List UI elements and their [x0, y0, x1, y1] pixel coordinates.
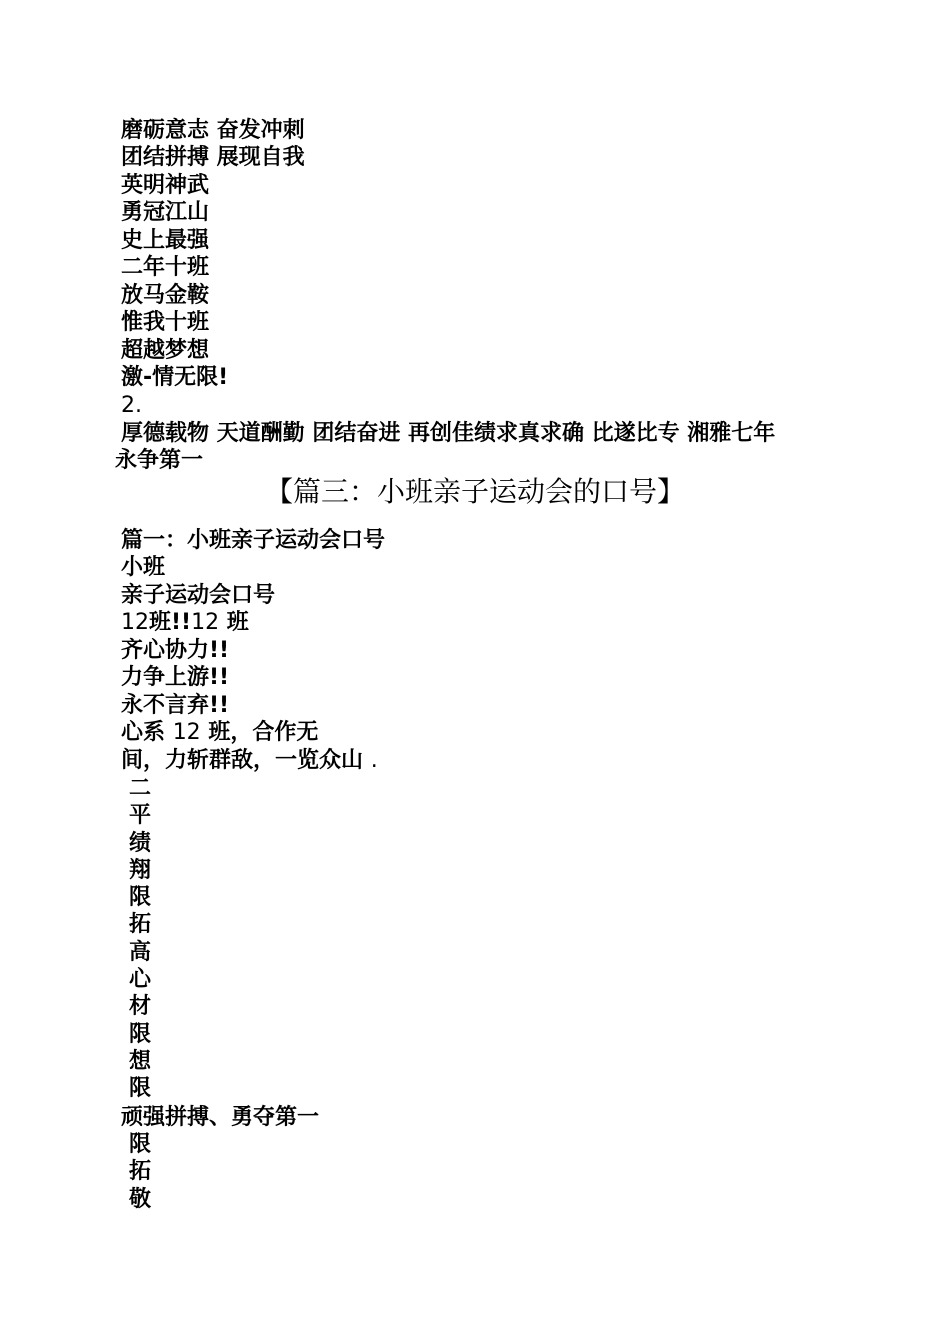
- slogan-line-3: 英明神武: [121, 173, 210, 198]
- motto-line-1: 厚德载物 天道酬勤 团结奋进 再创佳绩求真求确 比遂比专 湘雅七年: [121, 421, 776, 446]
- section-title: 【篇三：小班亲子运动会的口号】: [264, 475, 685, 508]
- space-dot: .: [370, 748, 378, 773]
- slogan-line-6: 二年十班: [121, 255, 210, 280]
- strive-line: 力争上游!!: [121, 665, 230, 690]
- vertical-char: 二: [129, 776, 152, 801]
- vertical-char: 翔: [129, 857, 152, 883]
- cheer-word-2: 班: [226, 610, 249, 635]
- heart-suffix: 班，合作无: [208, 720, 319, 745]
- slogan-line-2: 团结拼搏 展现自我: [121, 145, 305, 170]
- vertical-column-1: [129, 775, 151, 1103]
- heart-line: [121, 719, 318, 746]
- vertical-char: 材: [129, 994, 152, 1020]
- cheer-number-1: 12: [121, 610, 149, 635]
- vertical-char: 限: [129, 1076, 152, 1102]
- space-text: 间，力斩群敌，一览众山: [121, 748, 364, 773]
- slogan-line-7: 放马金鞍: [121, 283, 210, 308]
- slogan-title-line: 亲子运动会口号: [121, 583, 276, 608]
- never-give-up-line: 永不言弃!!: [121, 693, 230, 718]
- unite-line: 齐心协力!!: [121, 638, 230, 663]
- vertical-char: 想: [129, 1048, 152, 1074]
- slogan-line-9: 超越梦想: [121, 338, 210, 363]
- heart-prefix: 心系: [121, 720, 166, 745]
- vertical-char: 平: [129, 803, 152, 829]
- vertical-char: 限: [129, 885, 152, 911]
- cheer-word-1: 班!!: [149, 610, 192, 635]
- item-number: 2.: [121, 393, 142, 418]
- motto-line-2: 永争第一: [115, 448, 204, 473]
- vertical-char: 拓: [129, 1159, 152, 1185]
- vertical-char: 绩: [129, 830, 152, 856]
- vertical-char: 高: [129, 939, 152, 965]
- slogan-line-10: 激-情无限!: [121, 365, 229, 390]
- slogan-line-8: 惟我十班: [121, 310, 210, 335]
- vertical-char: 拓: [129, 912, 152, 938]
- slogan-line-4: 勇冠江山: [121, 200, 210, 225]
- class-line: 小班: [121, 555, 166, 580]
- slogan-line-1: 磨砺意志 奋发冲刺: [121, 118, 305, 143]
- chapter-heading: 篇一：小班亲子运动会口号: [121, 528, 386, 553]
- vertical-char: 敬: [129, 1186, 152, 1212]
- cheer-line: [121, 609, 249, 636]
- vertical-char: 限: [129, 1021, 152, 1047]
- space-line: [121, 747, 378, 774]
- vertical-char: 限: [129, 1132, 152, 1157]
- slogan-line-5: 史上最强: [121, 228, 210, 253]
- cheer-number-2: 12: [191, 610, 220, 635]
- heart-number: 12: [172, 720, 201, 745]
- fight-line: 顽强拼搏、勇夺第一: [121, 1105, 320, 1130]
- vertical-char: 心: [129, 967, 152, 993]
- vertical-column-2: [129, 1131, 151, 1213]
